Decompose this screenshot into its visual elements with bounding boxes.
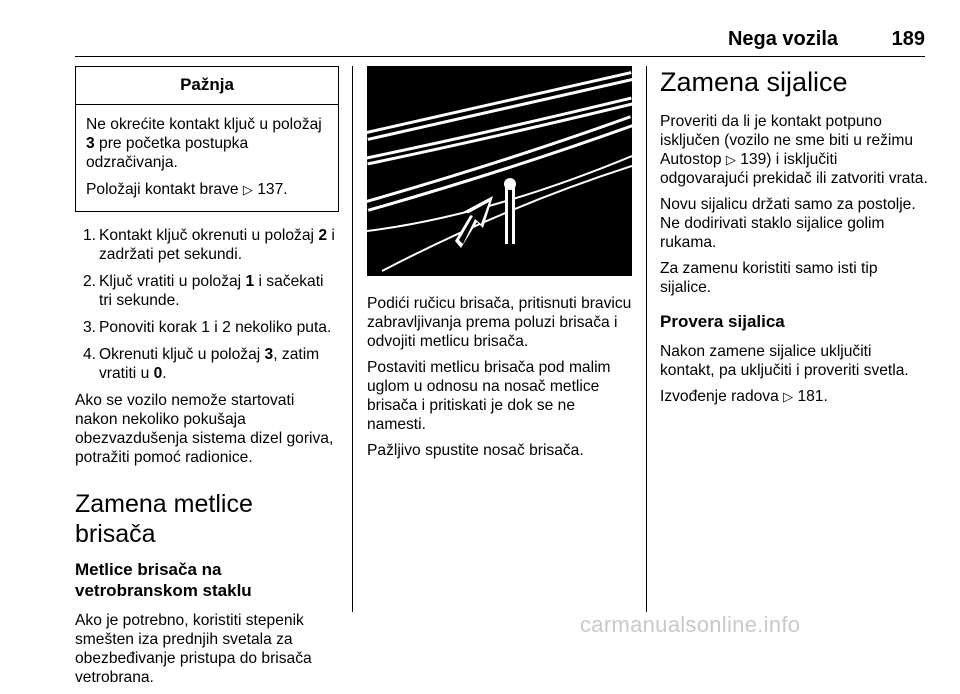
subsection-heading: Metlice brisača na vetrobranskom staklu (75, 560, 252, 600)
warning-reference: Položaji kontakt brave ▷ 137. (86, 181, 288, 198)
warning-title: Pažnja (76, 67, 338, 105)
section-heading: Zamena sijalice (660, 67, 848, 97)
body-text: Ako je potrebno, koristiti stepenik smešten iza prednjih svetala za obezbeđivanje pristupa do brisača vetrobrana. (75, 612, 312, 686)
column-middle (367, 66, 632, 467)
page-reference-icon: ▷ (783, 389, 794, 404)
page-reference-icon: ▷ (242, 182, 253, 197)
page-number: 189 (891, 28, 925, 50)
body-text: Pažljivo spustite nosač brisača. (367, 442, 584, 459)
body-text: Ako se vozilo nemože startovati nakon nekoliko pokušaja obezvazdušenja sistema dizel goriva, potražiti pomoć radionice. (75, 392, 334, 466)
body-text: Za zamenu koristiti samo isti tip sijalice. (660, 260, 878, 296)
steps-list (75, 226, 340, 383)
list-item: 1. Kontakt ključ okrenuti u položaj 2 i zadržati pet sekundi. (83, 227, 335, 263)
warning-box (75, 66, 339, 212)
list-item: 2. Ključ vratiti u položaj 1 i sačekati tri sekunde. (83, 273, 324, 309)
body-text: Postaviti metlicu brisača pod malim uglom u odnosu na nosač metlice brisača i pritiskati je dok se ne namesti. (367, 359, 611, 433)
section-heading: Zamena metlice brisača (75, 490, 253, 548)
list-item: 4. Okrenuti ključ u položaj 3, zatim vratiti u 0. (83, 346, 320, 382)
subsection-heading: Provera sijalica (660, 312, 785, 331)
list-item: 3. Ponoviti korak 1 i 2 nekoliko puta. (83, 319, 332, 336)
watermark: carmanualsonline.info (580, 612, 801, 637)
column-divider (646, 66, 647, 612)
body-text: Proveriti da li je kontakt potpuno isključen (vozilo ne sme biti u režimu Autostop ▷ 139) i isključiti odgovarajući prekidač ili zatvoriti vrata. (660, 113, 928, 187)
warning-text: Ne okrećite kontakt ključ u položaj 3 pre početka postupka odzračivanja. (86, 116, 322, 171)
page-reference-icon: ▷ (725, 152, 736, 167)
column-left (75, 66, 340, 694)
column-right (660, 66, 928, 413)
body-text: Nakon zamene sijalice uključiti kontakt, pa uključiti i proveriti svetla. (660, 343, 909, 379)
body-text: Podići ručicu brisača, pritisnuti bravicu zabravljivanja prema poluzi brisača i odvojiti metlicu brisača. (367, 295, 632, 350)
section-title: Nega vozila (727, 28, 838, 50)
body-text: Novu sijalicu držati samo za postolje. Ne dodirivati staklo sijalice golim rukama. (660, 196, 916, 251)
body-text: Izvođenje radova ▷ 181. (660, 388, 828, 405)
column-divider (352, 66, 353, 612)
wiper-illustration (367, 66, 632, 276)
page-header (75, 28, 925, 57)
